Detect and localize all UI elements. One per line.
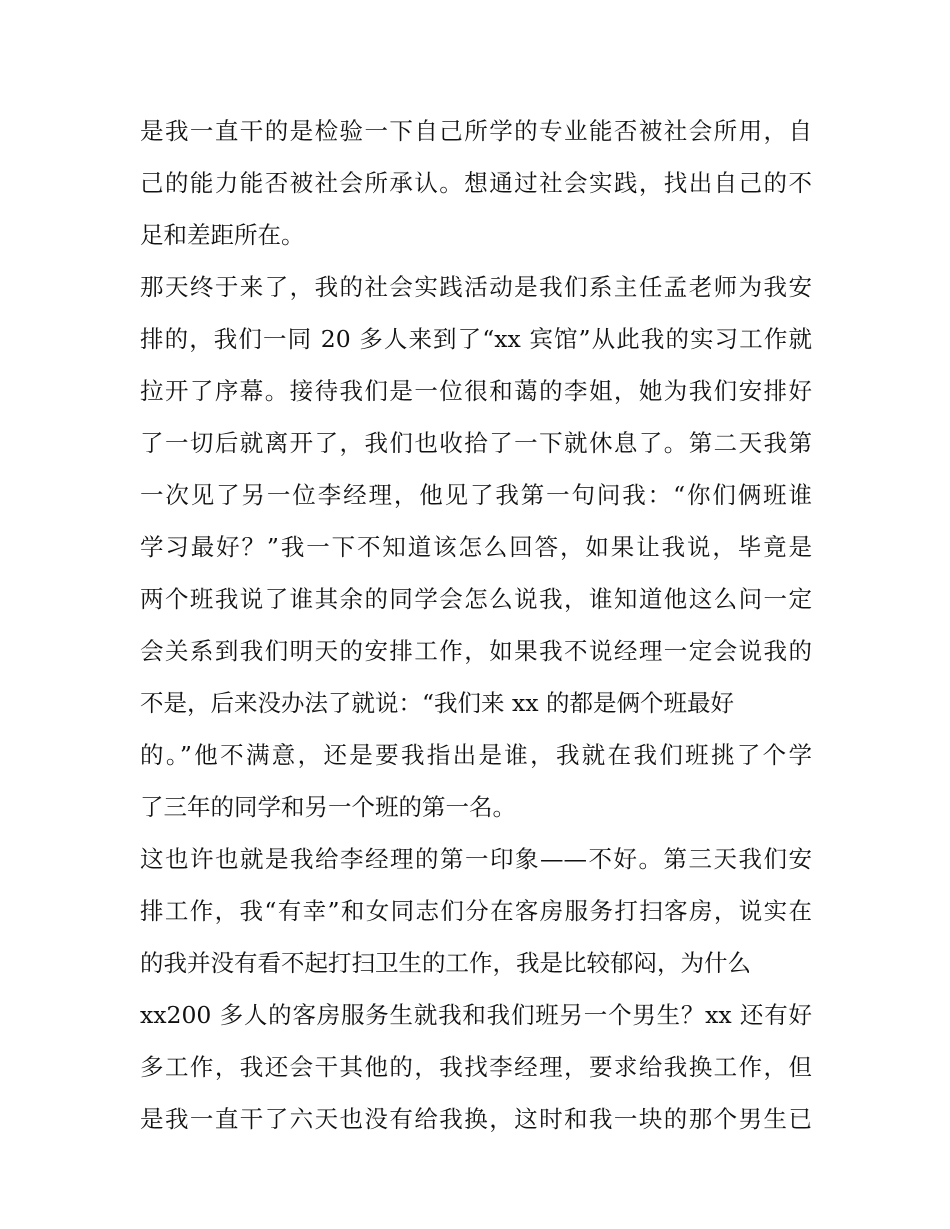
text-line: 多工作，我还会干其他的，我找李经理，要求给我换工作，但 [140, 1053, 812, 1081]
text-line: 学习最好？”我一下不知道该怎么回答，如果让我说，毕竟是 [140, 533, 812, 561]
text-line: 这也许也就是我给李经理的第一印象——不好。第三天我们安 [140, 845, 812, 873]
text-line: 排的，我们一同 20 多人来到了“xx 宾馆”从此我的实习工作就 [140, 325, 812, 353]
text-line: 了一切后就离开了，我们也收拾了一下就休息了。第二天我第 [140, 429, 812, 457]
text-line: 那天终于来了，我的社会实践活动是我们系主任孟老师为我安 [140, 273, 812, 301]
text-line: 己的能力能否被社会所承认。想通过社会实践，找出自己的不 [140, 169, 812, 197]
text-line: 排工作，我“有幸”和女同志们分在客房服务打扫客房，说实在 [140, 897, 812, 925]
text-line: 的我并没有看不起打扫卫生的工作，我是比较郁闷，为什么 [140, 949, 751, 977]
document-body [140, 105, 812, 1145]
text-line: 是我一直干了六天也没有给我换，这时和我一块的那个男生已 [140, 1105, 812, 1133]
text-line: 足和差距所在。 [140, 221, 305, 249]
text-line: 了三年的同学和另一个班的第一名。 [140, 793, 516, 821]
text-line: 拉开了序幕。接待我们是一位很和蔼的李姐，她为我们安排好 [140, 377, 812, 405]
text-line: 不是，后来没办法了就说：“我们来 xx 的都是俩个班最好 [140, 689, 734, 717]
text-line: 是我一直干的是检验一下自己所学的专业能否被社会所用，自 [140, 117, 812, 145]
text-line: 一次见了另一位李经理，他见了我第一句问我：“你们俩班谁 [140, 481, 812, 509]
text-line: xx200 多人的客房服务生就我和我们班另一个男生？xx 还有好 [140, 1001, 812, 1029]
text-line: 两个班我说了谁其余的同学会怎么说我，谁知道他这么问一定 [140, 585, 812, 613]
text-line: 会关系到我们明天的安排工作，如果我不说经理一定会说我的 [140, 637, 812, 665]
text-line: 的。”他不满意，还是要我指出是谁，我就在我们班挑了个学 [140, 741, 812, 769]
